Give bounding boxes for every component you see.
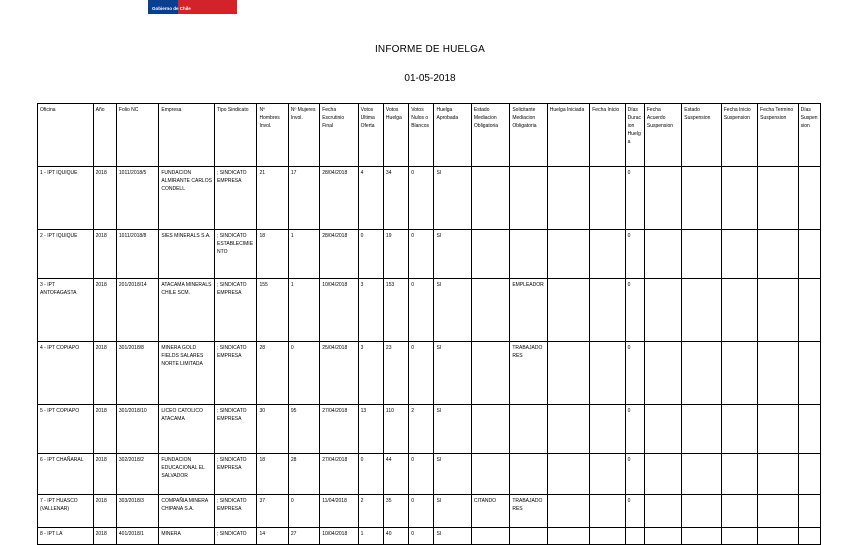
table-cell: 0	[625, 405, 644, 454]
table-cell	[590, 528, 625, 545]
table-cell	[721, 342, 757, 405]
table-cell: 301/2018/10	[116, 405, 158, 454]
table-cell: 302/2018/2	[116, 454, 158, 495]
table-cell: ; SINDICATO EMPRESA	[215, 279, 257, 342]
table-cell	[682, 454, 721, 495]
table-cell: 18	[257, 454, 288, 495]
table-cell	[547, 495, 589, 528]
table-cell	[510, 167, 547, 230]
table-cell	[547, 230, 589, 279]
table-cell: SI	[434, 279, 471, 342]
column-header: Nº Hombres Invol.	[257, 104, 288, 167]
table-cell: ; SINDICATO ESTABLECIMIENTO	[215, 230, 257, 279]
table-cell: 4 - IPT COPIAPO	[38, 342, 94, 405]
table-row	[38, 454, 821, 495]
table-cell	[758, 454, 798, 495]
table-cell: EMPLEADOR	[510, 279, 547, 342]
table-cell	[798, 342, 820, 405]
table-cell: 0	[625, 454, 644, 495]
column-header: Oficina	[38, 104, 94, 167]
table-cell: 1 - IPT IQUIQUE	[38, 167, 94, 230]
table-cell: 0	[625, 495, 644, 528]
table-cell: 6 - IPT CHAÑARAL	[38, 454, 94, 495]
table-cell: SI	[434, 405, 471, 454]
table-cell	[721, 230, 757, 279]
table-cell	[471, 405, 509, 454]
table-cell	[471, 454, 509, 495]
column-header: Días Suspension	[798, 104, 820, 167]
table-cell	[625, 528, 644, 545]
table-cell	[798, 405, 820, 454]
table-row	[38, 528, 821, 545]
table-cell: 28/04/2018	[320, 230, 358, 279]
table-row	[38, 405, 821, 454]
table-cell: 2018	[93, 528, 116, 545]
table-cell: 35	[383, 495, 408, 528]
table-cell: 14	[257, 528, 288, 545]
table-cell: SI	[434, 528, 471, 545]
logo-text: Gobierno de Chile	[152, 6, 191, 11]
table-cell: 8 - IPT LA	[38, 528, 94, 545]
table-cell	[644, 342, 681, 405]
table-cell: 2018	[93, 279, 116, 342]
table-row	[38, 279, 821, 342]
table-cell: ATACAMA MINERALS CHILE SCM.	[159, 279, 215, 342]
table-cell: 2018	[93, 454, 116, 495]
table-cell: TRABAJADORES	[510, 495, 547, 528]
table-cell: 40	[383, 528, 408, 545]
report-title: INFORME DE HUELGA	[374, 44, 486, 55]
table-cell: 0	[409, 230, 434, 279]
table-cell	[721, 405, 757, 454]
table-cell: 7 - IPT HUASCO (VALLENAR)	[38, 495, 94, 528]
column-header: Días Duracion Huelga	[625, 104, 644, 167]
table-cell: 0	[409, 495, 434, 528]
column-header: Estado Mediacion Obligatoria	[471, 104, 509, 167]
table-cell: 13	[358, 405, 383, 454]
table-cell: ; SINDICATO EMPRESA	[215, 342, 257, 405]
table-cell: 2	[358, 495, 383, 528]
table-cell: 110	[383, 405, 408, 454]
table-cell: 301/2018/8	[116, 342, 158, 405]
table-cell: 11/04/2018	[320, 495, 358, 528]
table-cell: 0	[288, 495, 319, 528]
table-cell: LICEO CATOLICO ATACAMA	[159, 405, 215, 454]
table-cell	[721, 167, 757, 230]
table-cell: 17	[288, 167, 319, 230]
table-cell	[758, 342, 798, 405]
table-cell: 28/04/2018	[320, 167, 358, 230]
table-cell: 1	[358, 528, 383, 545]
table-cell: 0	[358, 454, 383, 495]
table-cell: TRABAJADORES	[510, 342, 547, 405]
table-cell: SI	[434, 167, 471, 230]
table-cell	[644, 405, 681, 454]
table-cell: ; SINDICATO	[215, 528, 257, 545]
table-cell: 3	[358, 279, 383, 342]
table-cell	[644, 167, 681, 230]
table-row	[38, 230, 821, 279]
column-header: Huelga Iniciada	[547, 104, 589, 167]
table-cell: ; SINDICATO EMPRESA	[215, 495, 257, 528]
column-header: Nº Mujeres Invol.	[288, 104, 319, 167]
table-cell	[644, 454, 681, 495]
table-cell: 0	[625, 230, 644, 279]
table-cell: 18	[257, 230, 288, 279]
table-cell: 2018	[93, 405, 116, 454]
column-header: Fecha Inicio	[590, 104, 625, 167]
table-cell	[590, 495, 625, 528]
table-cell	[758, 279, 798, 342]
table-cell: 10/04/2018	[320, 279, 358, 342]
table-cell: FUNDACION EDUCACIONAL EL SALVADOR	[159, 454, 215, 495]
table-cell: 2	[409, 405, 434, 454]
table-cell: 34	[383, 167, 408, 230]
table-cell: FUNDACION ALMIRANTE CARLOS CONDELL	[159, 167, 215, 230]
table-cell	[682, 405, 721, 454]
table-cell: 1011/2018/5	[116, 167, 158, 230]
table-cell: 1	[288, 279, 319, 342]
table-cell: 28	[288, 454, 319, 495]
table-cell	[721, 528, 757, 545]
table-cell	[798, 528, 820, 545]
table-cell	[547, 405, 589, 454]
table-cell: 0	[625, 279, 644, 342]
table-cell: 303/2018/3	[116, 495, 158, 528]
column-header: Fecha Escrutinio Final	[320, 104, 358, 167]
table-cell	[721, 495, 757, 528]
table-cell	[798, 279, 820, 342]
table-cell	[590, 405, 625, 454]
table-cell: MINERA	[159, 528, 215, 545]
table-cell	[590, 167, 625, 230]
table-cell: 28	[257, 342, 288, 405]
table-cell: 0	[288, 342, 319, 405]
table-cell: 401/2018/1	[116, 528, 158, 545]
table-cell	[682, 495, 721, 528]
table-cell: 0	[358, 230, 383, 279]
table-cell: 153	[383, 279, 408, 342]
column-header: Solicitante Mediacion Obligatoria	[510, 104, 547, 167]
table-cell: COMPAÑIA MINERA CHIPANA S.A.	[159, 495, 215, 528]
table-cell: 4	[358, 167, 383, 230]
table-cell: 27/04/2018	[320, 454, 358, 495]
table-cell: 3	[358, 342, 383, 405]
table-cell: 155	[257, 279, 288, 342]
column-header: Empresa	[159, 104, 215, 167]
table-cell	[682, 279, 721, 342]
table-cell: 2018	[93, 167, 116, 230]
table-cell: 2018	[93, 230, 116, 279]
table-cell: 21	[257, 167, 288, 230]
table-cell: 27/04/2018	[320, 405, 358, 454]
column-header: Fecha Termino Suspension	[758, 104, 798, 167]
table-cell	[547, 342, 589, 405]
table-cell: 1011/2018/8	[116, 230, 158, 279]
table-cell	[471, 528, 509, 545]
table-cell: 2 - IPT IQUIQUE	[38, 230, 94, 279]
table-cell: 3 - IPT ANTOFAGASTA	[38, 279, 94, 342]
table-cell: SI	[434, 230, 471, 279]
table-header-row	[38, 104, 821, 167]
table-cell: 0	[625, 167, 644, 230]
table-cell: 37	[257, 495, 288, 528]
table-cell	[590, 454, 625, 495]
table-cell	[798, 167, 820, 230]
column-header: Folio NC	[116, 104, 158, 167]
column-header: Tipo Sindicato	[215, 104, 257, 167]
table-cell	[682, 230, 721, 279]
column-header: Votos Ultima Oferta	[358, 104, 383, 167]
table-cell	[510, 405, 547, 454]
table-cell: ; SINDICATO EMPRESA	[215, 405, 257, 454]
table-cell: ; SINDICATO EMPRESA	[215, 167, 257, 230]
column-header: Año	[93, 104, 116, 167]
table-cell	[547, 167, 589, 230]
table-cell: 5 - IPT COPIAPO	[38, 405, 94, 454]
table-cell: ; SINDICATO EMPRESA	[215, 454, 257, 495]
column-header: Votos Nulos o Blancos	[409, 104, 434, 167]
column-header: Votos Huelga	[383, 104, 408, 167]
table-cell: 201/2018/14	[116, 279, 158, 342]
table-cell: 0	[409, 528, 434, 545]
table-row	[38, 342, 821, 405]
table-row	[38, 495, 821, 528]
table-cell	[471, 342, 509, 405]
table-cell	[510, 230, 547, 279]
table-cell: 25/04/2018	[320, 342, 358, 405]
table-cell	[590, 230, 625, 279]
table-cell	[798, 230, 820, 279]
column-header: Huelga Aprobada	[434, 104, 471, 167]
table-cell: 0	[625, 342, 644, 405]
strike-report-table	[37, 103, 821, 545]
table-cell: 2018	[93, 342, 116, 405]
table-cell: 27	[288, 528, 319, 545]
column-header: Fecha Inicio Suspension	[721, 104, 757, 167]
table-cell: SI	[434, 342, 471, 405]
table-row	[38, 167, 821, 230]
table-cell	[510, 528, 547, 545]
table-cell	[721, 454, 757, 495]
table-cell: 10/04/2018	[320, 528, 358, 545]
table-cell	[682, 167, 721, 230]
table-cell	[547, 528, 589, 545]
table-cell	[798, 454, 820, 495]
table-cell	[758, 405, 798, 454]
table-cell	[644, 528, 681, 545]
table-cell: 0	[409, 279, 434, 342]
table-cell: SI	[434, 454, 471, 495]
table-cell: 2018	[93, 495, 116, 528]
table-cell	[547, 454, 589, 495]
table-cell	[758, 230, 798, 279]
table-cell: 30	[257, 405, 288, 454]
table-cell	[471, 230, 509, 279]
table-cell	[471, 279, 509, 342]
table-cell: 0	[409, 454, 434, 495]
column-header: Estado Suspension	[682, 104, 721, 167]
table-cell	[682, 528, 721, 545]
table-cell: 95	[288, 405, 319, 454]
table-cell	[510, 454, 547, 495]
table-cell: 23	[383, 342, 408, 405]
table-cell	[471, 167, 509, 230]
report-date: 01-05-2018	[404, 73, 456, 84]
table-cell	[644, 279, 681, 342]
table-cell: MINERA GOLD FIELDS SALARES NORTE LIMITADA	[159, 342, 215, 405]
table-cell	[644, 495, 681, 528]
table-cell	[758, 495, 798, 528]
table-cell	[798, 495, 820, 528]
column-header: Fecha Acuerdo Suspension	[644, 104, 681, 167]
table-cell: 0	[409, 167, 434, 230]
table-cell	[547, 279, 589, 342]
table-cell: 44	[383, 454, 408, 495]
table-cell	[758, 528, 798, 545]
table-cell: SIES MINERALS S.A.	[159, 230, 215, 279]
table-cell: CITANDO	[471, 495, 509, 528]
table-cell	[590, 342, 625, 405]
table-cell: 19	[383, 230, 408, 279]
table-cell: 1	[288, 230, 319, 279]
table-cell: 0	[409, 342, 434, 405]
table-cell	[721, 279, 757, 342]
table-cell	[644, 230, 681, 279]
table-cell	[682, 342, 721, 405]
table-cell	[590, 279, 625, 342]
table-cell: SI	[434, 495, 471, 528]
table-cell	[758, 167, 798, 230]
